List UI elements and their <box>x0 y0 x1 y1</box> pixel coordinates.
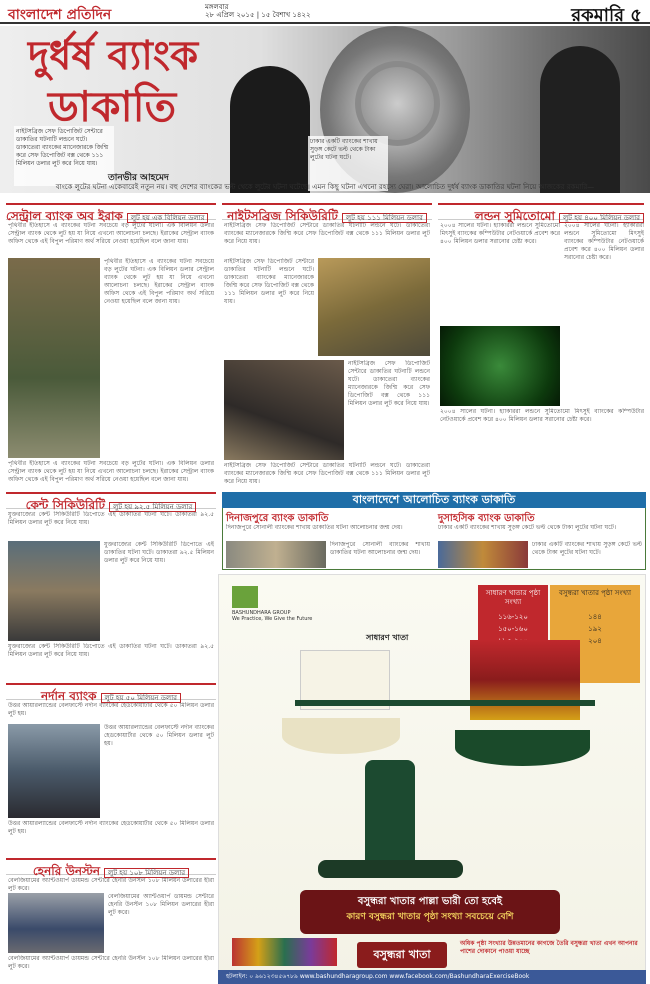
section-title: সেন্ট্রাল ব্যাংক অব ইরাক <box>6 209 123 223</box>
ad-tagline: We Practice, We Give the Future <box>232 616 313 622</box>
section-subtitle: লুট হয় ১০৮ মিলিয়ন ডলার <box>104 868 189 878</box>
article-text: পৃথিবীর ইতিহাসে এ ব্যাংকের ঘটনা সবচেয়ে বড় লুটের ঘটনা। এক বিলিয়ন ডলার সেন্ট্রাল ব্যাংক থেকে লুট হয় যা নিয়ে এখনো আলোচনা চলছে। ইরাকের সেন্ট্রাল ব্যাংক অফিস থেকে এই বিপুল পরিমাণ অর্থ সরিয়ে নেওয়া হয়েছিল বলে জানা যায়। <box>8 460 214 483</box>
article-text: ঢাকার একটি ব্যাংকের শাখায় সুড়ঙ্গ কেটে ভল্ট থেকে টাকা লুটের ঘটনা ঘটে। <box>532 541 642 556</box>
article-text: যুক্তরাজ্যের কেন্ট সিকিউরিটি ডিপোতে এই ডাকাতির ঘটনা ঘটে। ডাকাতরা ৯২.৫ মিলিয়ন ডলার লুট করে নিয়ে যায়। <box>104 541 214 564</box>
headline-line2: ডাকাতি <box>48 82 177 131</box>
article-text: যুক্তরাজ্যের কেন্ট সিকিউরিটি ডিপোতে এই ডাকাতির ঘটনা ঘটে। ডাকাতরা ৯২.৫ মিলিয়ন ডলার লুট করে নিয়ে যায়। <box>8 511 214 526</box>
section-title: লন্ডন সুমিতোমো <box>474 209 555 223</box>
headline-line1: দুর্ধর্ষ ব্যাংক <box>28 32 199 79</box>
article-photo <box>8 893 104 953</box>
ad-product-logo: বসুন্ধরা খাতা <box>357 942 447 968</box>
table-cell: ১৯২ <box>588 625 602 633</box>
article-text: যুক্তরাজ্যের কেন্ট সিকিউরিটি ডিপোতে এই ডাকাতির ঘটনা ঘটে। ডাকাতরা ৯২.৫ মিলিয়ন ডলার লুট করে নিয়ে যায়। <box>8 643 214 658</box>
section-header-central <box>6 203 216 223</box>
issue-date-text: ২৮ এপ্রিল ২০১৫ | ১৫ বৈশাখ ১৪২২ <box>205 11 311 19</box>
hero-caption-left: নাইটসব্রিজ সেফ ডিপোজিট সেন্টারে ডাকাতির ঘটনাটি লন্ডনে ঘটে। ডাকাতেরা ব্যাংকের ম্যানেজারকে জিম্মি করে সেফ ডিপোজিট বক্স থেকে ১১১ মিলিয়ন ডলার লুট করে নিয়ে যায়। <box>14 126 114 186</box>
article-text: বেলজিয়ামের অ্যান্টওয়ার্প ডায়মন্ড সেন্টারে হেনরি উনস্টন ১০৮ মিলিয়ন ডলারের হীরা লুট করে। <box>8 877 214 891</box>
ad-slogan-box <box>300 890 560 934</box>
section-header-kent <box>6 492 216 512</box>
article-text: ২০০৪ সালের ঘটনা। হ্যাকাররা লন্ডনে সুমিতোমো মিৎসুই ব্যাংকের কম্পিউটার নেটওয়ার্কে প্রবেশ করে ৪০০ মিলিয়ন ডলার সরানোর চেষ্টা করে। <box>564 222 644 261</box>
table-header: সাধারণ খাতার পৃষ্ঠা সংখ্যা <box>485 589 541 606</box>
newspaper-logo[interactable]: বাংলাদেশ প্রতিদিন <box>8 7 112 23</box>
byline: তানভীর আহমেদ <box>108 173 169 183</box>
masked-robber-image <box>230 66 310 193</box>
table-cell: ১৫০-১৬০ <box>498 625 528 633</box>
ad-fine-print: অধিক পৃষ্ঠা সংখ্যার উন্নতমানের কাগজে তৈরি বসুন্ধরা খাতা এখন আপনার পাশের দোকানে পাওয়া যাচ্ছে <box>460 940 638 955</box>
bashundhara-logo-icon <box>232 586 258 608</box>
armed-robber-image <box>540 46 620 193</box>
section-subtitle: লুট হয় ৯২.৫ মিলিয়ন ডলার <box>109 502 196 512</box>
issue-day: মঙ্গলবার <box>205 3 229 11</box>
scale-label-left: সাধারণ খাতা <box>366 633 409 642</box>
section-title-dussahosik: দুসাহসিক ব্যাংক ডাকাতি <box>438 513 535 524</box>
article-text: নাইটসব্রিজ সেফ ডিপোজিট সেন্টারে ডাকাতির ঘটনাটি লন্ডনে ঘটে। ডাকাতেরা ব্যাংকের ম্যানেজারকে জিম্মি করে সেফ ডিপোজিট বক্স থেকে ১১১ মিলিয়ন ডলার লুট করে নিয়ে যায়। <box>224 462 430 485</box>
section-header-henry <box>6 858 216 878</box>
section-title: নাইটসব্রিজ সিকিউরিটি <box>227 209 338 223</box>
article-photo <box>224 360 344 460</box>
balance-scale-tray-right <box>455 730 590 766</box>
balance-scale-arm <box>295 700 595 706</box>
balance-scale-base <box>365 760 415 870</box>
article-photo <box>226 541 326 568</box>
section-title: নর্দান ব্যাংক <box>41 689 97 703</box>
article-text: দিনাজপুরে সোনালী ব্যাংকের শাখায় ডাকাতির ঘটনা আলোচনার জন্ম দেয়। <box>226 524 403 531</box>
article-text: ২০০৪ সালের ঘটনা। হ্যাকাররা লন্ডনে সুমিতোমো মিৎসুই ব্যাংকের কম্পিউটার নেটওয়ার্কে প্রবেশ করে ৪০০ মিলিয়ন ডলার সরানোর চেষ্টা করে। <box>440 408 644 423</box>
issue-date <box>205 3 311 19</box>
article-text: পৃথিবীর ইতিহাসে এ ব্যাংকের ঘটনা সবচেয়ে বড় লুটের ঘটনা। এক বিলিয়ন ডলার সেন্ট্রাল ব্যাংক থেকে লুট হয় যা নিয়ে এখনো আলোচনা চলছে। ইরাকের সেন্ট্রাল ব্যাংক অফিস থেকে এই বিপুল পরিমাণ অর্থ সরিয়ে নেওয়া হয়েছিল বলে জানা যায়। <box>8 222 214 245</box>
table-cell: ১১৬-১২০ <box>498 613 528 621</box>
article-photo <box>440 326 560 406</box>
article-text: উত্তর আয়ারল্যান্ডের বেলফাস্টে নর্দান ব্যাংকের হেডকোয়ার্টার থেকে ৫০ মিলিয়ন ডলার লুট হয়। <box>8 702 214 717</box>
balance-scale-foot <box>318 860 463 878</box>
article-photo <box>438 541 528 568</box>
article-text: নাইটসব্রিজ সেফ ডিপোজিট সেন্টারে ডাকাতির ঘটনাটি লন্ডনে ঘটে। ডাকাতেরা ব্যাংকের ম্যানেজারকে জিম্মি করে সেফ ডিপোজিট বক্স থেকে ১১১ মিলিয়ন ডলার লুট করে নিয়ে যায়। <box>224 222 430 245</box>
article-text: ২০০৪ সালের ঘটনা। হ্যাকাররা লন্ডনে সুমিতোমো মিৎসুই ব্যাংকের কম্পিউটার নেটওয়ার্কে প্রবেশ করে ৪০০ মিলিয়ন ডলার সরানোর চেষ্টা করে। <box>440 222 560 245</box>
article-text: বেলজিয়ামের অ্যান্টওয়ার্প ডায়মন্ড সেন্টারে হেনরি উনস্টন ১০৮ মিলিয়ন ডলারের হীরা লুট করে। <box>108 893 214 916</box>
notebook-stack-right <box>470 640 580 720</box>
table-cell: ২০৪ <box>588 637 602 645</box>
article-text: দিনাজপুরে সোনালী ব্যাংকের শাখায় ডাকাতির ঘটনা আলোচনার জন্ম দেয়। <box>330 541 430 556</box>
section-header-northern <box>6 683 216 703</box>
table-header: বসুন্ধরা খাতার পৃষ্ঠা সংখ্যা <box>558 589 631 597</box>
section-header-london <box>438 203 644 223</box>
page-label: রকমারি ৫ <box>571 5 642 26</box>
intro-paragraph: বাংকে লুটের ঘটনা একেবারেই নতুন নয়। বহু দেশের ব্যাংকের ভল্ট থেকে লুটের ঘটনা ঘটেছে। এমন কিছু ঘটনা এখনো রহস্যে ঘেরা। আলোচিত দুর্ধর্ষ ব্যাংক ডাকাতির ঘটনা নিয়ে আজকের রকমারি— <box>55 183 595 191</box>
section-title-dinajpur: দিনাজপুরে ব্যাংক ডাকাতি <box>226 513 329 524</box>
ad-brand-name: BASHUNDHARA GROUP <box>232 610 291 616</box>
article-text: নাইটসব্রিজ সেফ ডিপোজিট সেন্টারে ডাকাতির ঘটনাটি লন্ডনে ঘটে। ডাকাতেরা ব্যাংকের ম্যানেজারকে জিম্মি করে সেফ ডিপোজিট বক্স থেকে ১১১ মিলিয়ন ডলার লুট করে নিয়ে যায়। <box>348 360 430 407</box>
article-photo <box>8 724 100 818</box>
article-text: পৃথিবীর ইতিহাসে এ ব্যাংকের ঘটনা সবচেয়ে বড় লুটের ঘটনা। এক বিলিয়ন ডলার সেন্ট্রাল ব্যাংক থেকে লুট হয় যা নিয়ে এখনো আলোচনা চলছে। ইরাকের সেন্ট্রাল ব্যাংক অফিস থেকে এই বিপুল পরিমাণ অর্থ সরিয়ে নেওয়া হয়েছিল বলে জানা যায়। <box>104 258 214 305</box>
section-subtitle: লুট হয় ১১১ মিলিয়ন ডলার <box>342 213 427 223</box>
ad-slogan-line1: বসুন্ধরা খাতার পাল্লা ভারী তো হবেই <box>357 896 503 907</box>
ad-brand <box>232 610 312 622</box>
section-title: কেন্ট সিকিউরিটি <box>25 498 106 512</box>
table-cell: ১৪৪ <box>588 613 602 621</box>
section-header-nightingale <box>222 203 432 223</box>
article-text: ঢাকার একটি ব্যাংকের শাখায় সুড়ঙ্গ কেটে ভল্ট থেকে টাকা লুটের ঘটনা ঘটে। <box>438 524 617 531</box>
ad-contact-footer[interactable]: হটলাইন: ০ ৯৬১২৩৪৫৬৭৮৯ www.bashundharagroup.com www.facebook.com/BashundharaExerciseBook <box>218 970 646 984</box>
article-photo <box>8 258 100 458</box>
ad-slogan-line2: কারণ বসুন্ধরা খাতার পৃষ্ঠা সংখ্যা সবচেয়ে বেশি <box>346 912 514 922</box>
section-subtitle: লুট হয় এক বিলিয়ন ডলার <box>127 213 209 223</box>
article-text: উত্তর আয়ারল্যান্ডের বেলফাস্টে নর্দান ব্যাংকের হেডকোয়ার্টার থেকে ৫০ মিলিয়ন ডলার লুট হয়। <box>8 820 214 835</box>
vault-wheel-image <box>355 61 440 146</box>
hero-caption-right: ঢাকার একটি ব্যাংকের শাখায় সুড়ঙ্গ কেটে ভল্ট থেকে টাকা লুটের ঘটনা ঘটে। <box>308 136 388 191</box>
article-text: উত্তর আয়ারল্যান্ডের বেলফাস্টে নর্দান ব্যাংকের হেডকোয়ার্টার থেকে ৫০ মিলিয়ন ডলার লুট হয়। <box>104 724 214 747</box>
bangladesh-box-title: বাংলাদেশে আলোচিত ব্যাংক ডাকাতি <box>222 492 646 508</box>
section-subtitle: লুট হয় ৫০ মিলিয়ন ডলার <box>101 693 181 703</box>
balance-scale-tray-left <box>282 718 400 754</box>
section-subtitle: লুট হয় ৪০০ মিলিয়ন ডলার <box>559 213 644 223</box>
article-photo <box>318 258 430 356</box>
article-photo <box>8 541 100 641</box>
notebook-covers-image <box>232 938 337 966</box>
article-text: বেলজিয়ামের অ্যান্টওয়ার্প ডায়মন্ড সেন্টারে হেনরি উনস্টন ১০৮ মিলিয়ন ডলারের হীরা লুট করে। <box>8 955 214 970</box>
article-text: নাইটসব্রিজ সেফ ডিপোজিট সেন্টারে ডাকাতির ঘটনাটি লন্ডনে ঘটে। ডাকাতেরা ব্যাংকের ম্যানেজারকে জিম্মি করে সেফ ডিপোজিট বক্স থেকে ১১১ মিলিয়ন ডলার লুট করে নিয়ে যায়। <box>224 258 314 305</box>
section-title: হেনরি উনস্টন <box>32 864 101 878</box>
